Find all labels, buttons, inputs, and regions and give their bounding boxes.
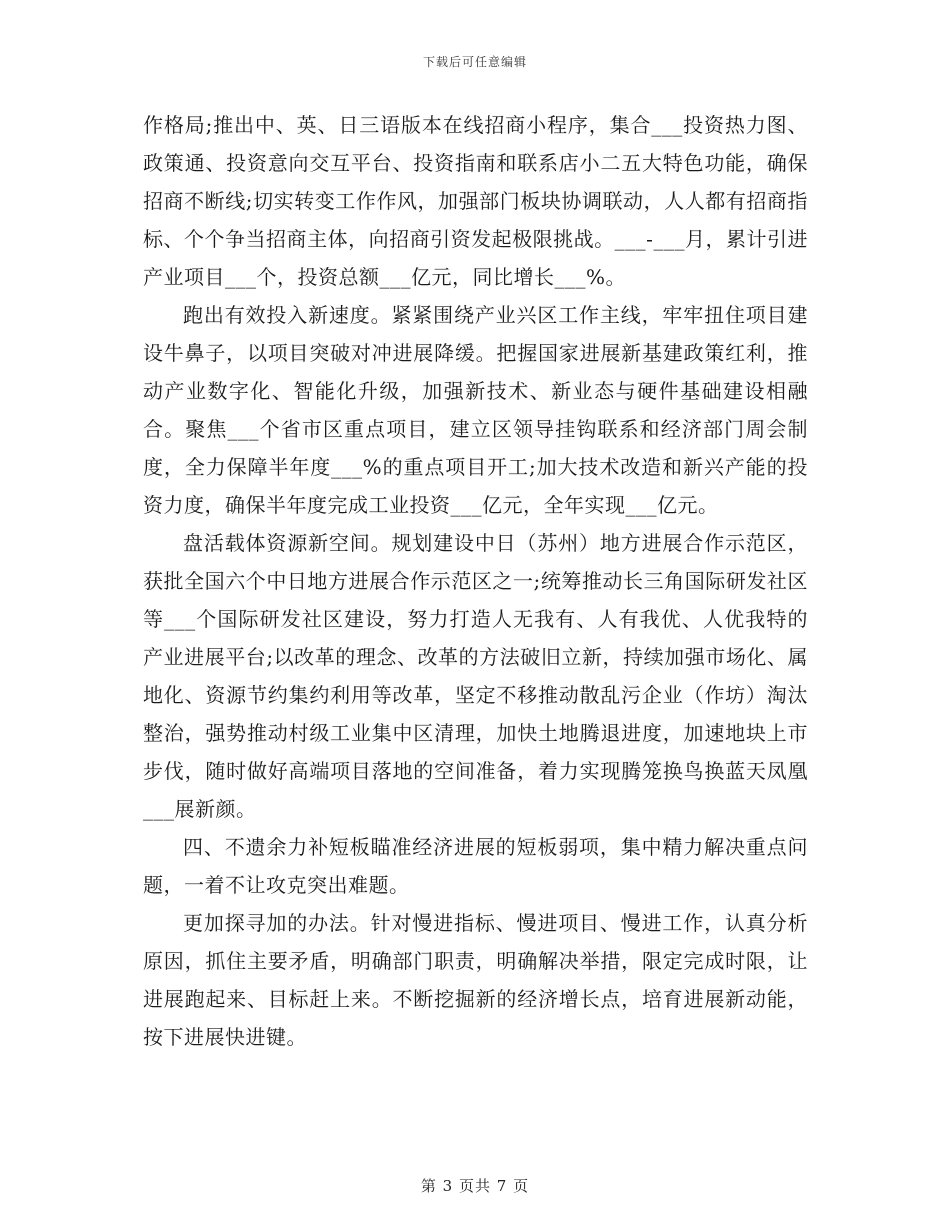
paragraph-methods: 更加探寻加的办法。针对慢进指标、慢进项目、慢进工作，认真分析原因，抓住主要矛盾，明确部门职责，明确解决举措，限定完成时限，让进展跑起来、目标赶上来。不断挖掘新的经济增长点，培育进展新动能，按下进展快进键。 bbox=[143, 911, 808, 1049]
page-header-note: 下载后可任意编辑 bbox=[422, 55, 527, 69]
paragraph-investment-speed: 跑出有效投入新速度。紧紧围绕产业兴区工作主线，牢牢扭住项目建设牛鼻子，以项目突破对冲进展降缓。把握国家进展新基建政策红利，推动产业数字化、智能化升级，加强新技术、新业态与硬件基础建设相融合。聚焦___个省市区重点项目，建立区领导挂钩联系和经济部门周会制度，全力保障半年度___%的重点项目开工;加大技术改造和新兴产能的投资力度，确保半年度完成工业投资___亿元，全年实现___亿元。 bbox=[143, 303, 808, 517]
paragraph-resource-space: 盘活载体资源新空间。规划建设中日（苏州）地方进展合作示范区，获批全国六个中日地方进展合作示范区之一;统筹推动长三角国际研发社区等___个国际研发社区建设，努力打造人无我有、人有我优、人优我特的产业进展平台;以改革的理念、改革的方法破旧立新，持续加强市场化、属地化、资源节约集约利用等改革，坚定不移推动散乱污企业（作坊）淘汰整治，强势推动村级工业集中区清理，加快土地腾退进度，加速地块上市步伐，随时做好高端项目落地的空间准备，着力实现腾笼换鸟换蓝天凤凰___展新颜。 bbox=[143, 531, 808, 821]
paragraph-continuation: 作格局;推出中、英、日三语版本在线招商小程序，集合___投资热力图、政策通、投资意向交互平台、投资指南和联系店小二五大特色功能，确保招商不断线;切实转变工作作风，加强部门板块协调联动，人人都有招商指标、个个争当招商主体，向招商引资发起极限挑战。___-___月，累计引进产业项目___个，投资总额___亿元，同比增长___%。 bbox=[143, 113, 808, 289]
section-heading-four: 四、不遗余力补短板瞄准经济进展的短板弱项，集中精力解决重点问题，一着不让攻克突出难题。 bbox=[143, 835, 808, 897]
page-number: 第 3 页共 7 页 bbox=[420, 1177, 530, 1195]
document-body bbox=[143, 106, 808, 1056]
